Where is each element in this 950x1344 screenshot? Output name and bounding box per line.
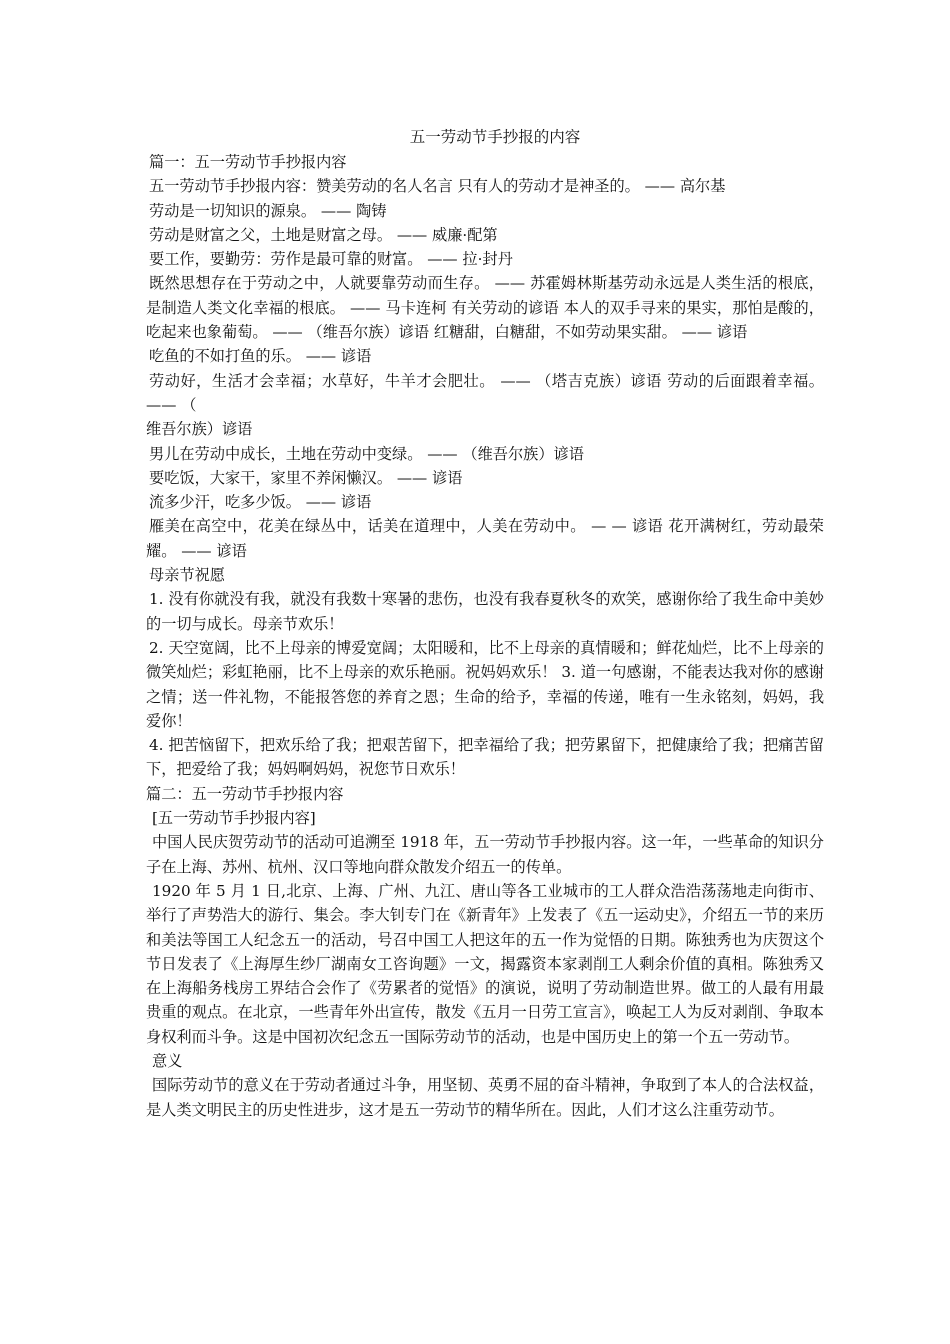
document-body [146,124,824,1122]
paragraph: 2. 天空宽阔，比不上母亲的博爱宽阔；太阳暖和，比不上母亲的真情暖和；鲜花灿烂，比不上母亲的微笑灿烂；彩虹艳丽，比不上母亲的欢乐艳丽。祝妈妈欢乐！ 3. 道一句感谢，不能表达我对你的感谢之情；送一件礼物，不能报答您的养育之恩；生命的给予，幸福的传递，唯有一生永铭刻，妈妈，我爱你！ [146,638,824,730]
document-title: 五一劳动节手抄报的内容 [409,128,581,146]
paragraph: 劳动是财富之父，土地是财富之母。 —— 威廉·配第 [149,225,498,244]
paragraph: 要吃饭，大家干，家里不养闲懒汉。 —— 谚语 [149,468,463,487]
paragraph: 劳动好，生活才会幸福；水草好，牛羊才会肥壮。 —— （塔吉克族）谚语 劳动的后面跟着幸福。 —— （ [146,371,824,414]
paragraph: 要工作，要勤劳：劳作是最可靠的财富。 —— 拉·封丹 [149,250,513,269]
paragraph: 国际劳动节的意义在于劳动者通过斗争，用坚韧、英勇不屈的奋斗精神，争取到了本人的合法权益，是人类文明民主的历史性进步，这才是五一劳动节的精华所在。因此，人们才这么注重劳动节。 [146,1076,824,1119]
paragraph: 劳动是一切知识的源泉。 —— 陶铸 [149,201,387,220]
paragraph: 中国人民庆贺劳动节的活动可追溯至 1918 年，五一劳动节手抄报内容。这一年，一些革命的知识分子在上海、苏州、杭州、汉口等地向群众散发介绍五一的传单。 [146,833,824,876]
paragraph: 吃鱼的不如打鱼的乐。 —— 谚语 [149,347,372,366]
paragraph: 维吾尔族）谚语 [146,420,253,439]
paragraph: 意义 [152,1051,183,1070]
paragraph: 男儿在劳动中成长，土地在劳动中变绿。 —— （维吾尔族）谚语 [149,444,584,463]
paragraph: 流多少汗，吃多少饭。 —— 谚语 [149,493,372,512]
paragraph: 既然思想存在于劳动之中，人就要靠劳动而生存。 —— 苏霍姆林斯基劳动永远是人类生活的根底，是制造人类文化幸福的根底。 —— 马卡连柯 有关劳动的谚语 本人的双手寻来的果实，那怕是酸的，吃起来也象葡萄。 —— （维吾尔族）谚语 红糖甜，白糖甜，不如劳动果实甜。 —— 谚语 [146,274,824,342]
paragraph: [五一劳动节手抄报内容] [152,809,316,828]
paragraph: 篇二：五一劳动节手抄报内容 [146,784,344,803]
paragraph-list [146,150,824,1122]
paragraph: 4. 把苦恼留下，把欢乐给了我；把艰苦留下，把幸福给了我；把劳累留下，把健康给了我；把痛苦留下，把爱给了我；妈妈啊妈妈，祝您节日欢乐！ [146,736,824,779]
paragraph: 篇一：五一劳动节手抄报内容 [149,153,347,171]
paragraph: 1. 没有你就没有我，就没有我数十寒暑的悲伤，也没有我春夏秋冬的欢笑，感谢你给了我生命中美妙的一切与成长。母亲节欢乐！ [146,590,824,633]
paragraph: 雁美在高空中，花美在绿丛中，话美在道理中，人美在劳动中。 — — 谚语 花开满树红，劳动最荣耀。 —— 谚语 [146,517,824,560]
paragraph: 1920 年 5 月 1 日,北京、上海、广州、九江、唐山等各工业城市的工人群众浩浩荡荡地走向街市、举行了声势浩大的游行、集会。李大钊专门在《新青年》上发表了《五一运动史》，介绍五一节的来历和美法等国工人纪念五一的活动，号召中国工人把这年的五一作为觉悟的日期。陈独秀也为庆贺这个节日发表了《上海厚生纱厂湖南女工咨询题》一文，揭露资本家剥削工人剩余价值的真相。陈独秀又在上海船务栈房工界结合会作了《劳累者的觉悟》的演说，说明了劳动制造世界。做工的人最有用最贵重的观点。在北京，一些青年外出宣传，散发《五月一日劳工宣言》，唤起工人为反对剥削、争取本身权利而斗争。这是中国初次纪念五一国际劳动节的活动，也是中国历史上的第一个五一劳动节。 [146,881,824,1046]
paragraph: 五一劳动节手抄报内容：赞美劳动的名人名言 只有人的劳动才是神圣的。 —— 高尔基 [149,177,726,196]
paragraph: 母亲节祝愿 [149,566,225,585]
